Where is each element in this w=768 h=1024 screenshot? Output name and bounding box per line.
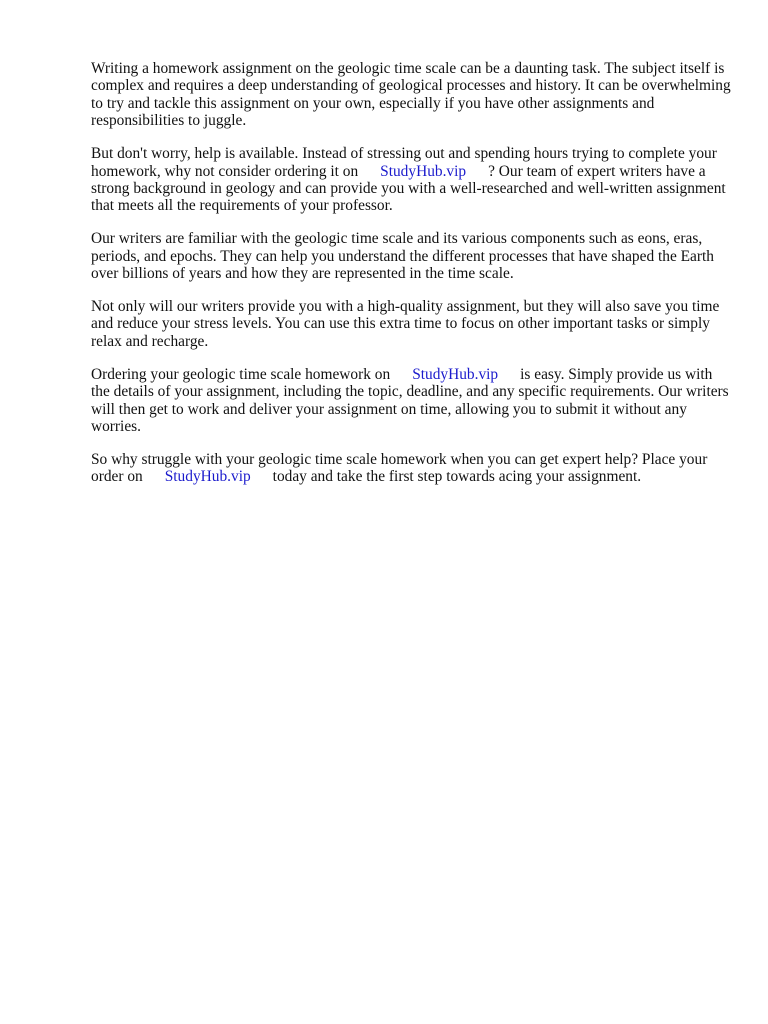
- studyhub-link-3[interactable]: StudyHub.vip: [164, 468, 251, 486]
- paragraph-ordering-text-before: Ordering your geologic time scale homework on: [91, 365, 391, 383]
- studyhub-link-2[interactable]: StudyHub.vip: [412, 365, 499, 383]
- studyhub-link-1[interactable]: StudyHub.vip: [380, 162, 467, 180]
- paragraph-ordering: [91, 366, 731, 436]
- paragraph-writers: [91, 230, 731, 282]
- paragraph-closing: [91, 451, 731, 486]
- paragraph-benefits: [91, 298, 731, 350]
- paragraph-help-text-after: ? Our team of expert writers have a strong background in geology and can provide you with a well-researched and well-written assignment that meets all the requirements of your professor.: [91, 162, 726, 215]
- paragraph-writers-text: Our writers are familiar with the geologic time scale and its various components such as eons, eras, periods, and epochs. They can help you understand the different processes that have shaped the Earth over billions of years and how they are represented in the time scale.: [91, 230, 714, 283]
- paragraph-closing-text-after: today and take the first step towards acing your assignment.: [272, 468, 642, 486]
- paragraph-benefits-text: Not only will our writers provide you with a high-quality assignment, but they will also save you time and reduce your stress levels. You can use this extra time to focus on other important tasks or simply relax and recharge.: [91, 297, 720, 350]
- paragraph-help-text-before: But don't worry, help is available. Instead of stressing out and spending hours trying to complete your homework, why not consider ordering it on: [91, 145, 717, 180]
- paragraph-intro: [91, 60, 731, 130]
- paragraph-closing-text-before: So why struggle with your geologic time scale homework when you can get expert help? Place your order on: [91, 450, 708, 486]
- document-body: [91, 60, 731, 501]
- paragraph-intro-text: Writing a homework assignment on the geologic time scale can be a daunting task. The subject itself is complex and requires a deep understanding of geological processes and history. It can be overwhelming to try and tackle this assignment on your own, especially if you have other assignments and responsibilities to juggle.: [91, 60, 731, 130]
- paragraph-help: [91, 145, 731, 215]
- paragraph-ordering-text-after: is easy. Simply provide us with the details of your assignment, including the topic, deadline, and any specific requirements. Our writers will then get to work and deliver your assignment on time, allowing you to submit it without any worries.: [91, 365, 729, 435]
